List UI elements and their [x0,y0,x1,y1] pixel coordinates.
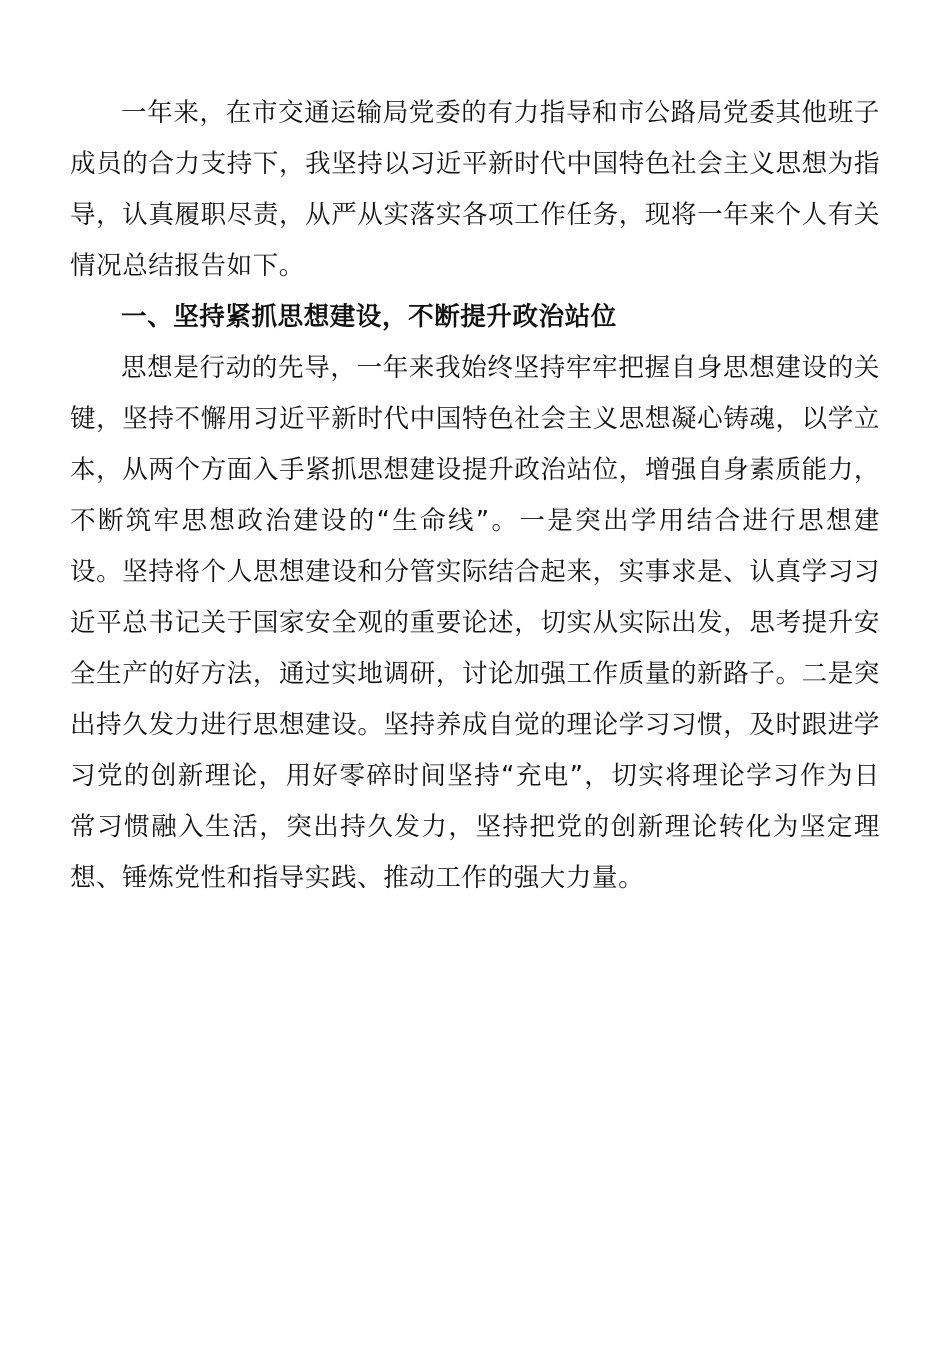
section-heading: 一、坚持紧抓思想建设，不断提升政治站位 [121,302,617,332]
section-body-paragraph: 思想是行动的先导，一年来我始终坚持牢牢把握自身思想建设的关键，坚持不懈用习近平新时代中国特色社会主义思想凝心铸魂，以学立本，从两个方面入手紧抓思想建设提升政治站位，增强自身素质能力，不断筑牢思想政治建设的“生命线”。一是突出学用结合进行思想建设。坚持将个人思想建设和分管实际结合起来，实事求是、认真学习习近平总书记关于国家安全观的重要论述，切实从实际出发，思考提升安全生产的好方法，通过实地调研，讨论加强工作质量的新路子。二是突出持久发力进行思想建设。坚持养成自觉的理论学习习惯，及时跟进学习党的创新理论，用好零碎时间坚持“充电”，切实将理论学习作为日常习惯融入生活，突出持久发力，坚持把党的创新理论转化为坚定理想、锤炼党性和指导实践、推动工作的强大力量。 [70,353,880,893]
intro-paragraph: 一年来，在市交通运输局党委的有力指导和市公路局党委其他班子成员的合力支持下，我坚持以习近平新时代中国特色社会主义思想为指导，认真履职尽责，从严从实落实各项工作任务，现将一年来个人有关情况总结报告如下。 [70,98,880,281]
